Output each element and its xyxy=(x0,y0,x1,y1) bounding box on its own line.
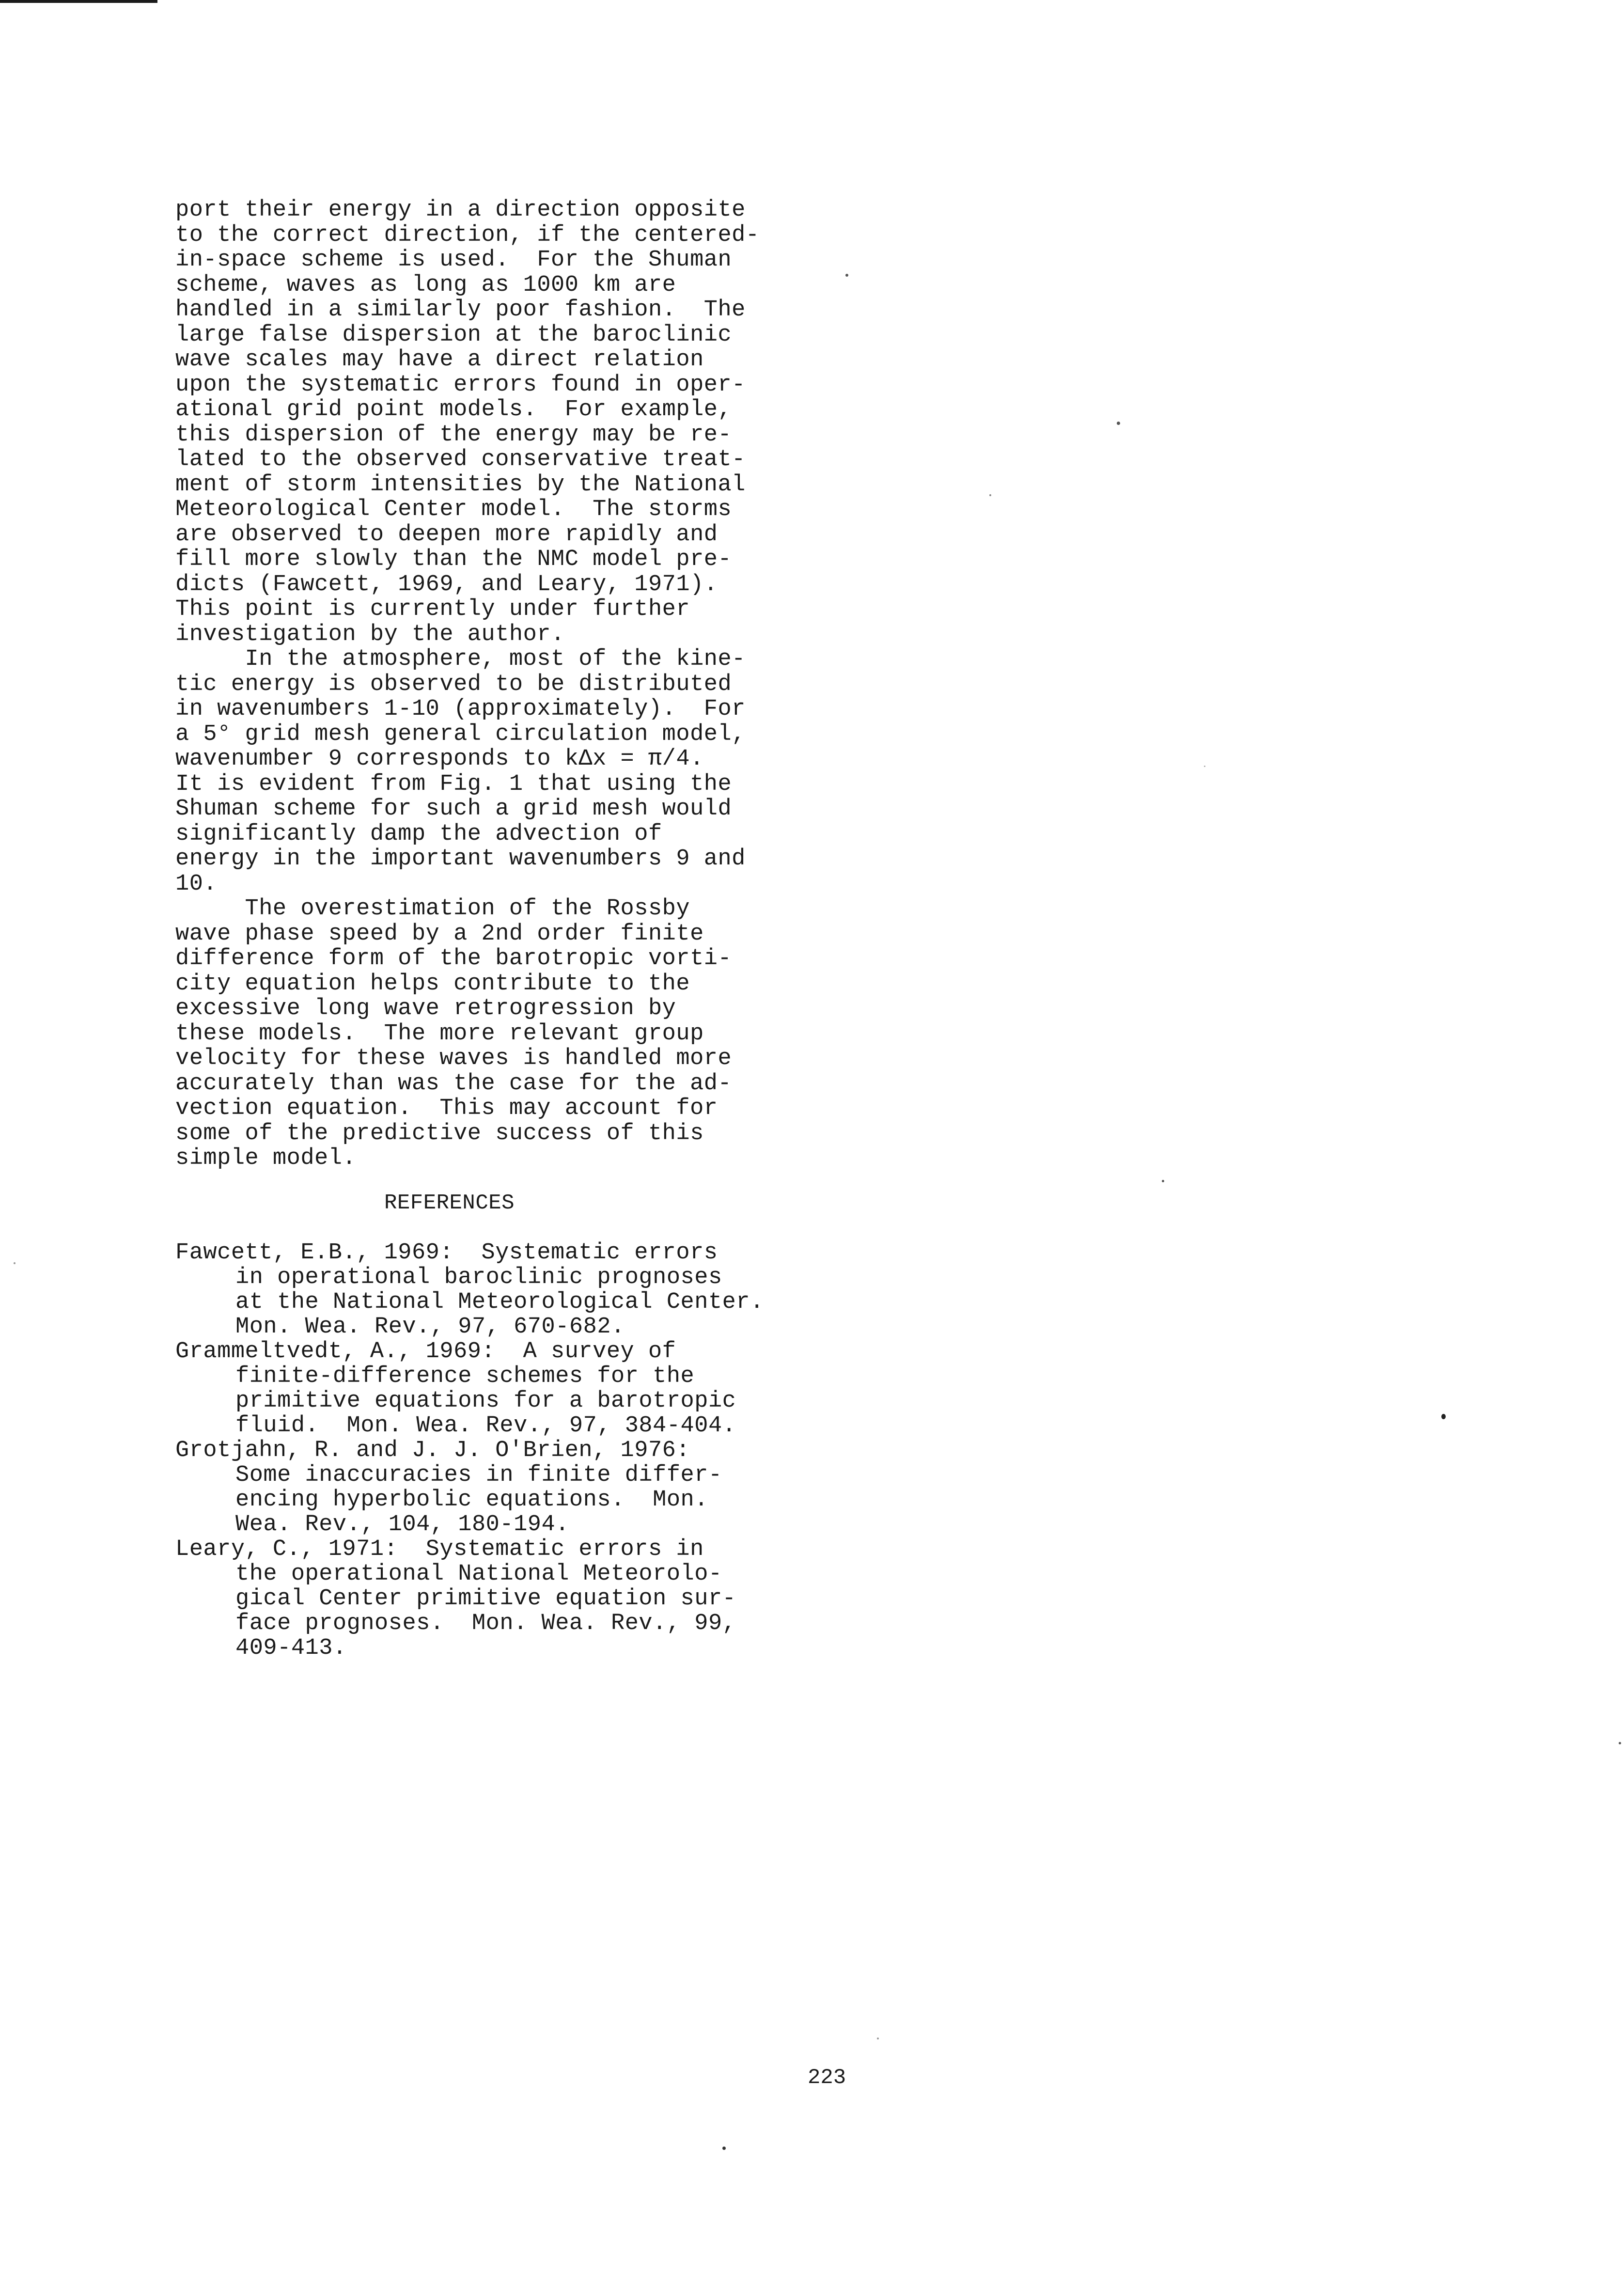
reference-line: Some inaccuracies in finite differ- xyxy=(235,1462,722,1488)
scan-speck xyxy=(845,274,848,277)
body-line: It is evident from Fig. 1 that using the xyxy=(175,771,732,797)
body-line: ment of storm intensities by the National xyxy=(175,471,746,498)
body-line: simple model. xyxy=(175,1145,357,1171)
body-line: excessive long wave retrogression by xyxy=(175,996,676,1021)
reference-line: encing hyperbolic equations. Mon. xyxy=(235,1487,708,1513)
body-line: velocity for these waves is handled more xyxy=(175,1046,732,1071)
reference-entry xyxy=(175,1339,805,1438)
references-list xyxy=(175,1240,805,1661)
body-line: vection equation. This may account for xyxy=(175,1096,718,1121)
body-line: In the atmosphere, most of the kine- xyxy=(175,646,746,672)
body-line: city equation helps contribute to the xyxy=(175,971,690,997)
body-line: to the correct direction, if the centered- xyxy=(175,222,760,248)
body-line: a 5° grid mesh general circulation model, xyxy=(175,721,746,747)
body-line: This point is currently under further xyxy=(175,596,690,622)
reference-line: Wea. Rev., 104, 180-194. xyxy=(235,1512,569,1537)
reference-entry xyxy=(175,1438,805,1537)
reference-line: face prognoses. Mon. Wea. Rev., 99, xyxy=(235,1611,736,1636)
body-line: difference form of the barotropic vorti- xyxy=(175,946,732,972)
body-line: wave phase speed by a 2nd order finite xyxy=(175,921,704,947)
reference-line: gical Center primitive equation sur- xyxy=(235,1586,736,1612)
body-line: accurately than was the case for the ad- xyxy=(175,1070,732,1097)
body-line: port their energy in a direction opposite xyxy=(175,197,746,223)
scan-speck xyxy=(1162,1180,1164,1182)
body-line: wave scales may have a direct relation xyxy=(175,347,704,373)
body-line: handled in a similarly poor fashion. The xyxy=(175,297,746,323)
reference-entry xyxy=(175,1537,805,1661)
body-line: fill more slowly than the NMC model pre- xyxy=(175,547,732,572)
page-number: 223 xyxy=(808,2066,846,2090)
scan-speck xyxy=(989,494,991,496)
reference-line: Leary, C., 1971: Systematic errors in xyxy=(175,1536,704,1562)
reference-line: at the National Meteorological Center. xyxy=(235,1289,764,1315)
reference-entry xyxy=(175,1240,805,1339)
body-line: investigation by the author. xyxy=(175,621,565,647)
body-line: The overestimation of the Rossby xyxy=(175,896,690,922)
body-line: lated to the observed conservative treat- xyxy=(175,447,746,472)
reference-line: Grotjahn, R. and J. J. O'Brien, 1976: xyxy=(175,1438,690,1463)
scan-speck xyxy=(877,2038,879,2039)
reference-line: Fawcett, E.B., 1969: Systematic errors xyxy=(175,1240,718,1266)
body-text xyxy=(175,198,805,1171)
body-line: scheme, waves as long as 1000 km are xyxy=(175,272,676,298)
scan-speck xyxy=(14,1262,16,1264)
reference-line: Grammeltvedt, A., 1969: A survey of xyxy=(175,1339,676,1364)
reference-line: 409-413. xyxy=(235,1635,347,1661)
body-line: this dispersion of the energy may be re- xyxy=(175,422,732,448)
body-line: in wavenumbers 1-10 (approximately). For xyxy=(175,696,746,722)
reference-line: Mon. Wea. Rev., 97, 670-682. xyxy=(235,1314,625,1340)
body-line: are observed to deepen more rapidly and xyxy=(175,521,718,548)
body-line: these models. The more relevant group xyxy=(175,1020,704,1047)
references-heading: REFERENCES xyxy=(384,1191,515,1215)
scan-speck xyxy=(1204,766,1205,767)
body-line: in-space scheme is used. For the Shuman xyxy=(175,247,732,273)
scan-speck xyxy=(1441,1414,1446,1419)
body-line: energy in the important wavenumbers 9 and xyxy=(175,846,746,872)
reference-line: finite-difference schemes for the xyxy=(235,1364,695,1389)
body-line: upon the systematic errors found in oper- xyxy=(175,372,746,398)
reference-line: fluid. Mon. Wea. Rev., 97, 384-404. xyxy=(235,1413,736,1439)
body-line: wavenumber 9 corresponds to kΔx = π/4. xyxy=(175,746,704,772)
body-line: some of the predictive success of this xyxy=(175,1120,704,1146)
body-line: Shuman scheme for such a grid mesh would xyxy=(175,796,732,822)
body-line: dicts (Fawcett, 1969, and Leary, 1971). xyxy=(175,571,718,597)
scan-speck xyxy=(1619,1742,1621,1744)
body-line: tic energy is observed to be distributed xyxy=(175,671,732,697)
reference-line: in operational baroclinic prognoses xyxy=(235,1265,722,1290)
body-line: Meteorological Center model. The storms xyxy=(175,497,732,522)
body-line: ational grid point models. For example, xyxy=(175,397,732,423)
scan-speck xyxy=(722,2147,726,2150)
body-line: large false dispersion at the baroclinic xyxy=(175,322,732,348)
body-line: 10. xyxy=(175,871,218,897)
reference-line: primitive equations for a barotropic xyxy=(235,1388,736,1414)
scan-speck xyxy=(1117,422,1120,425)
reference-line: the operational National Meteorolo- xyxy=(235,1561,722,1587)
body-line: significantly damp the advection of xyxy=(175,821,662,847)
corner-rule xyxy=(0,0,157,3)
